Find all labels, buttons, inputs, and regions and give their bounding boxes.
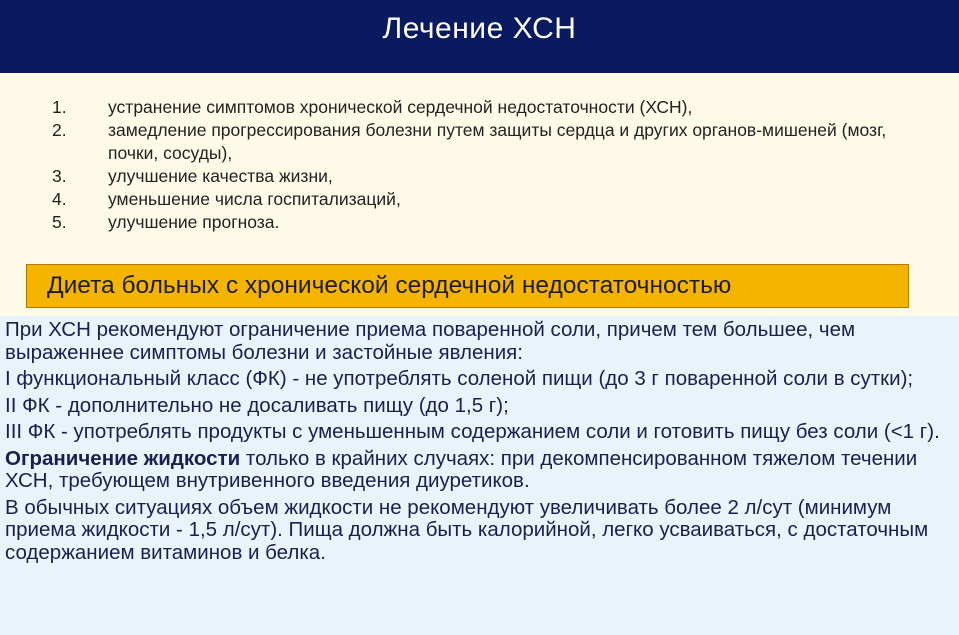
list-item-text: замедление прогрессирования болезни путем защиты сердца и других органов-мишеней (мозг, почки, сосуды), bbox=[108, 120, 887, 163]
fc2-paragraph: II ФК - дополнительно не досаливать пищу (до 1,5 г); bbox=[5, 393, 509, 417]
list-item bbox=[52, 96, 912, 119]
list-item bbox=[52, 165, 912, 188]
list-item bbox=[52, 188, 912, 211]
diet-heading-banner bbox=[26, 264, 909, 308]
list-item-number: 4. bbox=[52, 189, 67, 209]
list-item-number: 1. bbox=[52, 97, 67, 117]
title-bar bbox=[0, 0, 959, 73]
fc1-paragraph: I функциональный класс (ФК) - не употреблять соленой пищи (до 3 г поваренной соли в сутки); bbox=[5, 367, 914, 390]
list-item-text: устранение симптомов хронической сердечной недостаточности (ХСН), bbox=[108, 97, 693, 117]
list-item-text: улучшение прогноза. bbox=[108, 212, 280, 232]
fc3-paragraph: III ФК - употреблять продукты с уменьшенным содержанием соли и готовить пищу без соли (<1 г). bbox=[5, 420, 940, 443]
fluid-restriction-paragraph bbox=[5, 448, 950, 493]
treatment-goals-list bbox=[52, 96, 912, 234]
diet-recommendations bbox=[5, 319, 950, 568]
page-title: Лечение ХСН bbox=[382, 11, 577, 45]
diet-heading: Диета больных с хронической сердечной недостаточностью bbox=[47, 272, 732, 299]
fluid-volume-paragraph: В обычных ситуациях объем жидкости не рекомендуют увеличивать более 2 л/сут (минимум приема жидкости - 1,5 л/сут). Пища должна быть калорийной, легко усваиваться, с достаточным содержанием витаминов и белка. bbox=[5, 495, 929, 564]
fluid-restriction-bold: Ограничение жидкости bbox=[5, 446, 241, 470]
list-item-text: уменьшение числа госпитализаций, bbox=[108, 189, 401, 209]
salt-intro-paragraph: При ХСН рекомендуют ограничение приема поваренной соли, причем тем большее, чем выраженнее симптомы болезни и застойные явления: bbox=[5, 318, 856, 364]
list-item bbox=[52, 119, 912, 165]
list-item-number: 3. bbox=[52, 166, 67, 186]
fluid-restriction-text: только в крайних случаях: при декомпенсированном тяжелом течении ХСН, требующем внутривенного введения диуретиков. bbox=[5, 446, 918, 492]
list-item-text: улучшение качества жизни, bbox=[108, 166, 333, 186]
list-item-number: 5. bbox=[52, 212, 67, 232]
list-item-number: 2. bbox=[52, 120, 67, 140]
list-item bbox=[52, 211, 912, 234]
